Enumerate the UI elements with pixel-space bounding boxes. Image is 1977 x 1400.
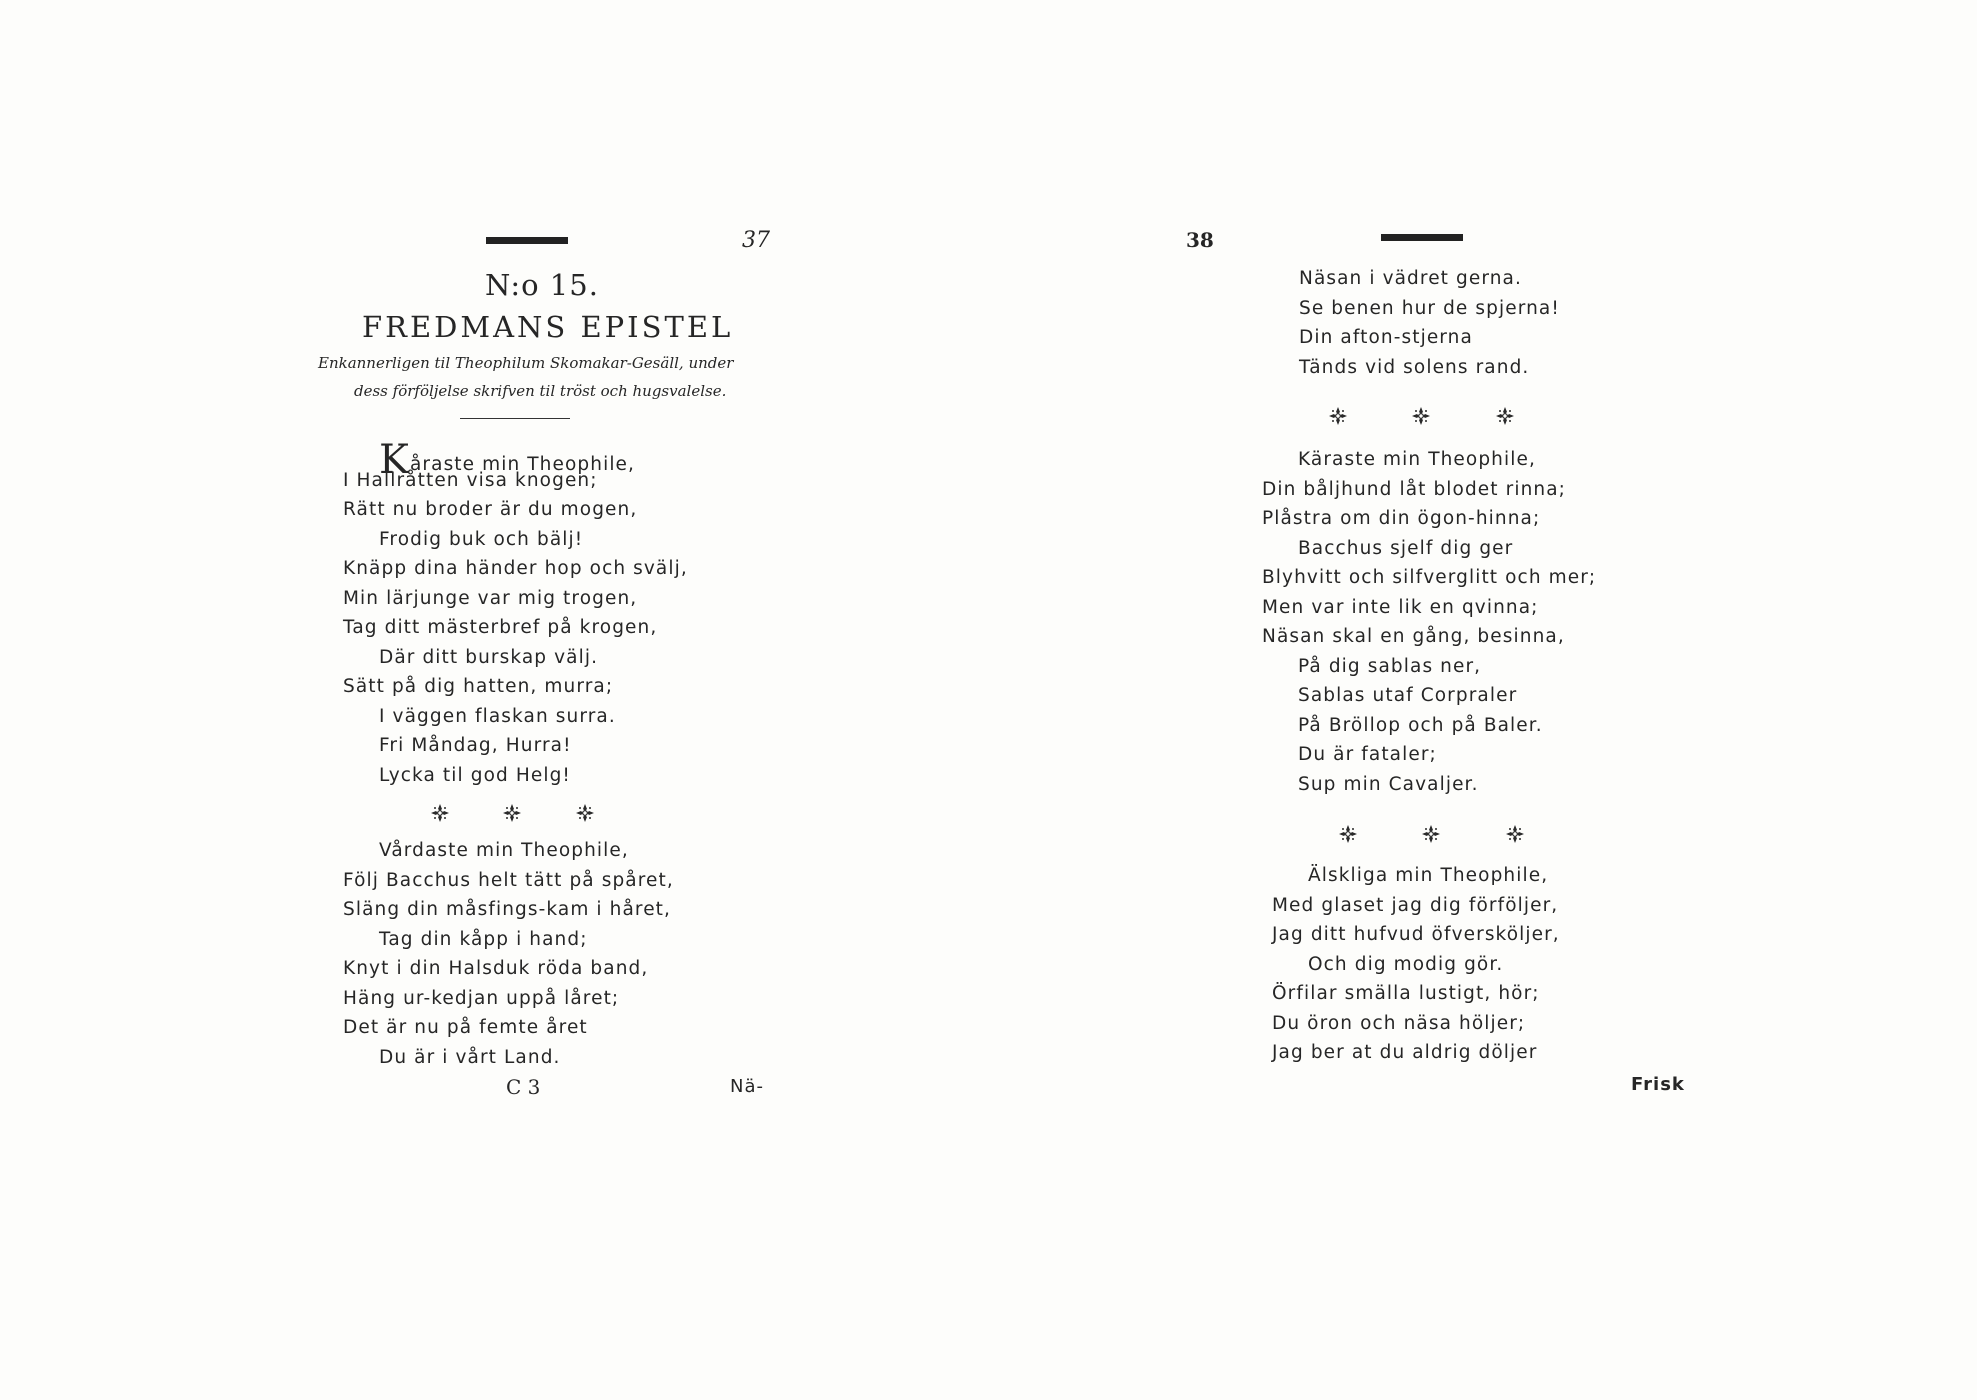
verse-line: Kåraste min Theophile, [379, 437, 636, 483]
epistle-subtitle-line-1: Enkannerligen til Theophilum Skomakar-Gesäll, under [318, 354, 734, 372]
catchword: Nä- [730, 1076, 764, 1097]
verse-line: Din båljhund låt blodet rinna; [1262, 478, 1566, 500]
verse-line: Med glaset jag dig förföljer, [1272, 894, 1559, 916]
verse-line: Häng ur-kedjan uppå låret; [343, 987, 620, 1009]
verse-line: Plåstra om din ögon-hinna; [1262, 508, 1541, 529]
verse-line: Blyhvitt och silfverglitt och mer; [1262, 567, 1597, 588]
floral-cross-ornament-icon [1495, 406, 1515, 426]
verse-line: Älskliga min Theophile, [1308, 865, 1549, 886]
verse-line: Jag ditt hufvud öfverskölјer, [1272, 924, 1560, 945]
verse-line: Näsan skal en gång, besinna, [1262, 626, 1565, 647]
catchword: Frisk [1631, 1074, 1685, 1095]
page-number: 38 [1186, 228, 1214, 252]
verse-line: Vårdaste min Theophile, [379, 840, 629, 861]
floral-cross-ornament-icon [502, 803, 522, 823]
verse-line: Sablas utaf Corpraler [1298, 685, 1518, 706]
verse-line: Sup min Cavaljer. [1298, 773, 1479, 795]
verse-line: Du är i vårt Land. [379, 1046, 561, 1068]
floral-cross-ornament-icon [1328, 406, 1348, 426]
verse-line: Men var inte lik en qvinna; [1262, 596, 1539, 618]
verse-line: Följ Bacchus helt tätt på spåret, [343, 869, 674, 891]
header-rule [1381, 234, 1463, 241]
floral-cross-ornament-icon [575, 803, 595, 823]
verse-line: Näsan i vädret gerna. [1299, 268, 1522, 289]
verse-line: Det är nu på femte året [343, 1017, 588, 1038]
verse-line: Och dig modig gör. [1308, 953, 1504, 975]
verse-line: Örfilar smälla lustigt, hör; [1272, 983, 1540, 1004]
verse-line: Lycka til god Helg! [379, 764, 571, 786]
verse-line: Bacchus sjelf dig ger [1298, 537, 1514, 559]
floral-cross-ornament-icon [1505, 824, 1525, 844]
page-number: 37 [742, 228, 770, 253]
verse-line: Tag ditt mästerbref på krogen, [343, 617, 658, 638]
signature-mark: C 3 [506, 1075, 541, 1099]
verse-line: Frodig buk och bälj! [379, 528, 584, 550]
floral-cross-ornament-icon [1421, 824, 1441, 844]
drop-capital: K [379, 437, 410, 483]
verse-line: På Bröllop och på Baler. [1298, 714, 1543, 736]
header-rule [486, 237, 568, 244]
left-page [0, 0, 988, 1400]
verse-line: Fri Måndag, Hurra! [379, 735, 572, 756]
verse-line: Du öron och näsa höljer; [1272, 1012, 1526, 1034]
verse-line: Tag din kåpp i hand; [379, 928, 588, 950]
verse-line: I väggen flaskan surra. [379, 705, 616, 727]
verse-line: Släng din måsfings-kam i håret, [343, 899, 672, 920]
verse-line: Jag ber at du aldrig döljer [1272, 1042, 1538, 1063]
verse-line: Knäpp dina händer hop och svälj, [343, 558, 688, 579]
verse-line: Rätt nu broder är du mogen, [343, 499, 638, 520]
verse-line: Knyt i din Halsduk röda band, [343, 958, 649, 979]
epistle-title: FREDMANS EPISTEL [362, 310, 734, 344]
verse-line: Tänds vid solens rand. [1299, 356, 1530, 378]
verse-line: Din afton-stjerna [1299, 327, 1473, 348]
verse-line: Min lärjunge var mig trogen, [343, 587, 638, 609]
verse-line: Se benen hur de spjerna! [1299, 297, 1560, 319]
verse-line: I Hallråtten visa knogen; [343, 469, 598, 491]
divider-rule [460, 418, 570, 419]
floral-cross-ornament-icon [430, 803, 450, 823]
floral-cross-ornament-icon [1411, 406, 1431, 426]
verse-line: Där ditt burskap välj. [379, 646, 599, 668]
right-page [988, 0, 1977, 1400]
verse-line: På dig sablas ner, [1298, 655, 1482, 677]
epistle-number: N:o 15. [485, 268, 599, 302]
floral-cross-ornament-icon [1338, 824, 1358, 844]
verse-line: Käraste min Theophile, [1298, 449, 1536, 470]
verse-line: Sätt på dig hatten, murra; [343, 676, 614, 697]
epistle-subtitle-line-2: dess förföljelse skrifven til tröst och hugsvalelse. [354, 382, 727, 400]
verse-line: Du är fataler; [1298, 744, 1437, 765]
